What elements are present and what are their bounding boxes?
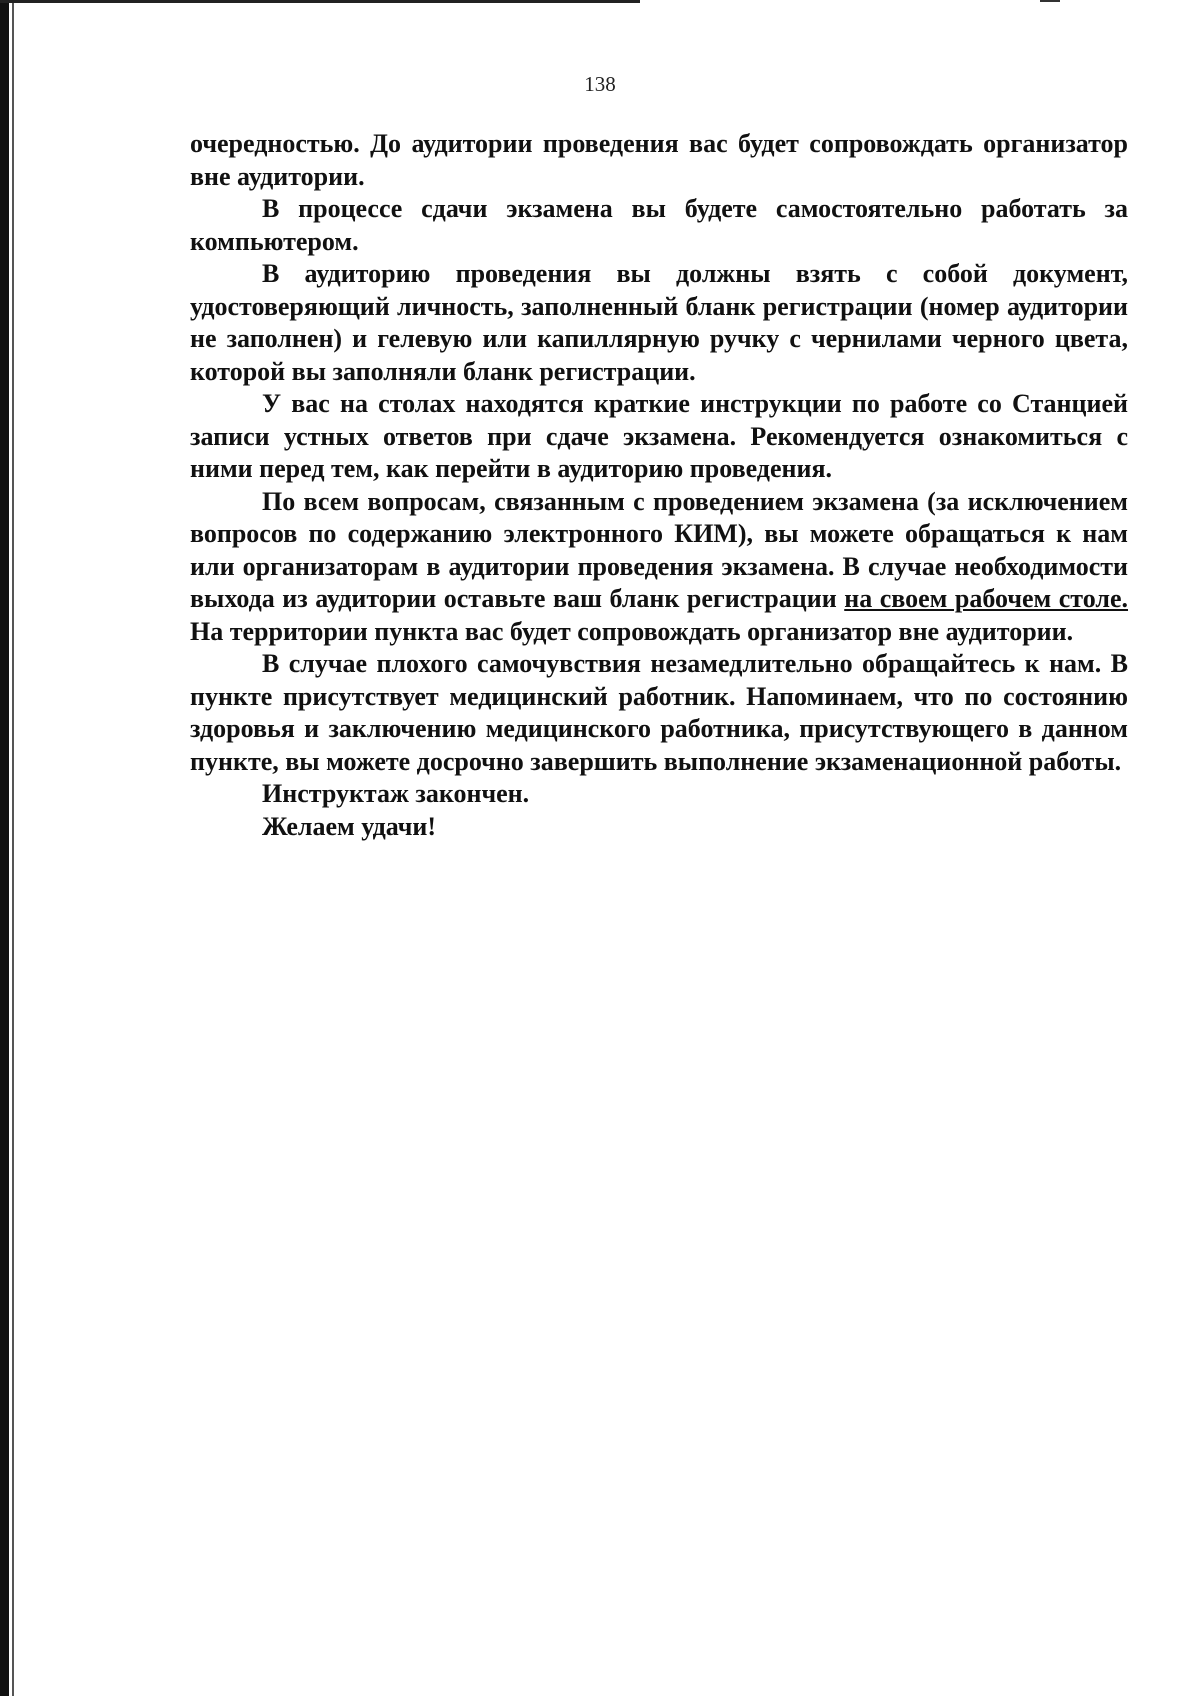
paragraph-good-luck: Желаем удачи! <box>262 811 437 841</box>
paragraph-questions <box>190 486 1128 649</box>
paragraph-questions-start: По всем вопросам, связанным с проведением экзамена (за исключением вопросов по содержанию электронного КИМ), вы можете обращаться к нам или организаторам в аудитории проведения экзамена. В случае необходимости выхода из аудитории оставьте ваш бланк регистрации <box>190 486 1128 613</box>
paragraph-questions-end: На территории пункта вас будет сопровождать организатор вне аудитории. <box>190 616 1074 646</box>
paragraph-documents: В аудиторию проведения вы должны взять с собой документ, удостоверяющий личность, заполненный бланк регистрации (номер аудитории не заполнен) и гелевую или капиллярную ручку с чернилами черного цвета, которой вы заполняли бланк регистрации. <box>190 259 1128 386</box>
scan-edge-left-line <box>12 0 14 1696</box>
paragraph-computer-work: В процессе сдачи экзамена вы будете самостоятельно работать за компьютером. <box>190 194 1128 256</box>
scan-edge-top <box>0 0 640 3</box>
paragraph-continuation: очередностью. До аудитории проведения вас будет сопровождать организатор вне аудитории. <box>190 129 1128 191</box>
body-text <box>190 128 1128 843</box>
scan-edge-left <box>0 0 9 1696</box>
page-number: 138 <box>584 72 616 96</box>
scan-edge-top-mark <box>1040 0 1060 2</box>
paragraph-briefing-end: Инструктаж закончен. <box>262 779 530 808</box>
paragraph-instructions: У вас на столах находятся краткие инструкции по работе со Станцией записи устных ответов при сдаче экзамена. Рекомендуется ознакомиться с ними перед тем, как перейти в аудиторию проведения. <box>190 389 1128 483</box>
paragraph-health: В случае плохого самочувствия незамедлительно обращайтесь к нам. В пункте присутствует медицинский работник. Напоминаем, что по состоянию здоровья и заключению медицинского работника, присутствующего в данном пункте, вы можете досрочно завершить выполнение экзаменационной работы. <box>190 649 1128 776</box>
underlined-phrase: на своем рабочем столе. <box>844 584 1129 613</box>
